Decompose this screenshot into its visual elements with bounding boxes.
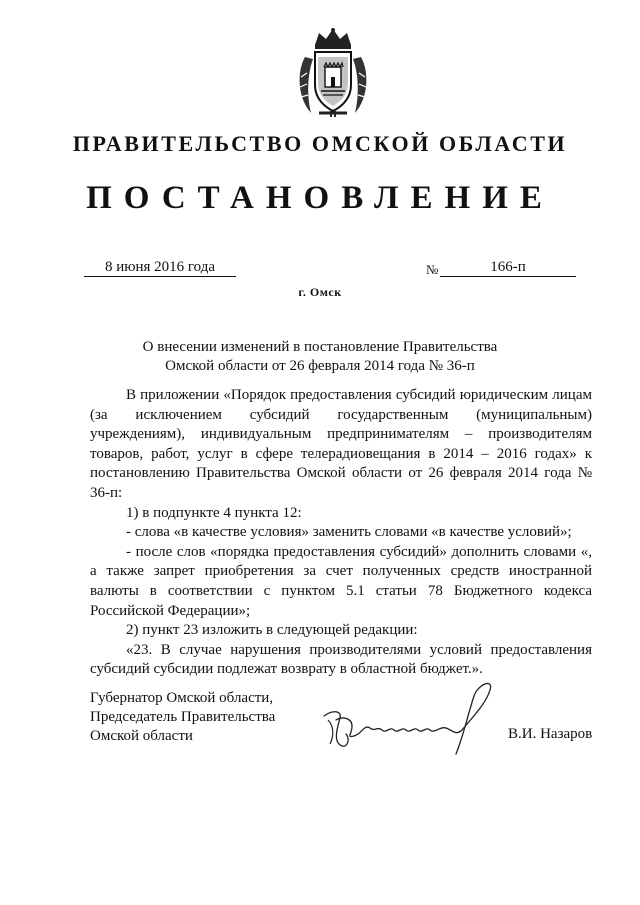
signer-name: В.И. Назаров: [508, 726, 593, 742]
document-number: 166-п: [440, 258, 576, 277]
signatory-title-line: Председатель Правительства: [90, 709, 276, 725]
city: г. Омск: [298, 285, 342, 299]
handwritten-signature-icon: [318, 680, 500, 760]
item-2: 2) пункт 23 изложить в следующей редакции:: [126, 622, 418, 639]
signatory-title: [90, 689, 275, 746]
coat-of-arms-icon: [293, 27, 373, 121]
subject-line: О внесении изменений в постановление Правительства: [142, 339, 498, 355]
document-type: ПОСТАНОВЛЕНИЕ: [86, 180, 554, 216]
document-body: [90, 386, 592, 680]
organization-title: ПРАВИТЕЛЬСТВО ОМСКОЙ ОБЛАСТИ: [72, 131, 568, 156]
document-subject: [0, 338, 640, 376]
item-2-text: «23. В случае нарушения производителями условий предоставления субсидий субсидии подлежат возврату в областной бюджет.».: [90, 641, 592, 678]
item-1: 1) в подпункте 4 пункта 12:: [126, 504, 302, 521]
intro-paragraph: В приложении «Порядок предоставления субсидий юридическим лицам (за исключением субсидий государственным (муниципальным) учреждениям), индивидуальным предпринимателям – производителям товаров, работ, услуг в сфере телерадиовещания в 2014 – 2016 годах» к постановлению Правительства Омской области от 26 февраля 2014 года № 36-п:: [90, 387, 592, 501]
subject-line: Омской области от 26 февраля 2014 года № 36-п: [165, 358, 475, 374]
signatory-title-line: Губернатор Омской области,: [90, 690, 274, 706]
item-1a: - слова «в качестве условия» заменить словами «в качестве условий»;: [126, 524, 572, 541]
signatory-title-line: Омской области: [90, 728, 193, 744]
document-date: 8 июня 2016 года: [84, 258, 236, 277]
number-sign: №: [426, 262, 439, 277]
item-1b: - после слов «порядка предоставления субсидий» дополнить словами «, а также запрет приобретения за счет полученных средств иностранной валюты в соответствии с пунктом 5.1 статьи 78 Бюджетного кодекса Российской Федерации»;: [90, 543, 592, 619]
